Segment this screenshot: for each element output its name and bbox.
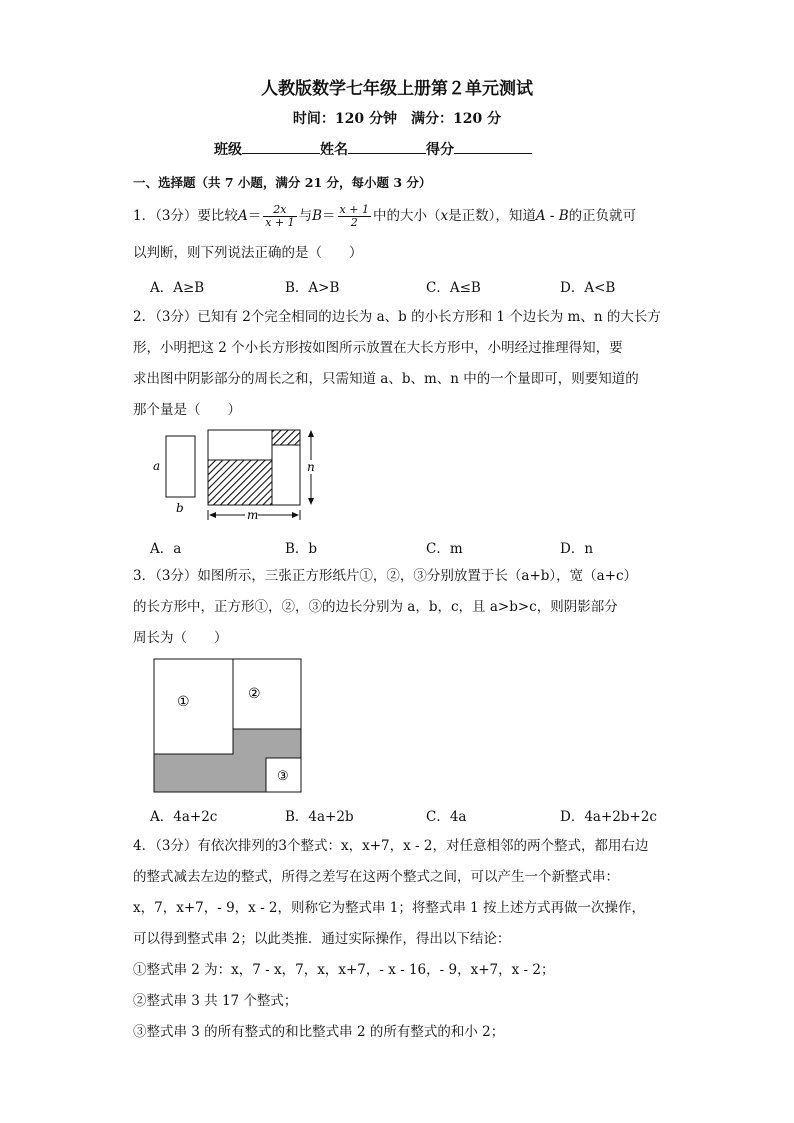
name-blank <box>348 139 426 154</box>
class-blank <box>242 139 320 154</box>
q1-option-b[interactable]: B．A>B <box>285 280 340 296</box>
q2-line3: 求出图中阴影部分的周长之和，只需知道 a、b、m、n 中的一个量即可，则要知道的 <box>133 371 639 387</box>
q2-line4: 那个量是（ ） <box>133 402 241 418</box>
q3-option-a[interactable]: A．4a+2c <box>150 809 218 825</box>
q3-option-c[interactable]: C．4a <box>426 809 467 825</box>
square-1 <box>154 659 233 754</box>
q4-line3: x，7，x+7，- 9，x - 2，则称它为整式串 1；将整式串 1 按上述方式再做一次操作， <box>133 900 646 916</box>
q3-option-b[interactable]: B．4a+2b <box>285 809 354 825</box>
q4-conclusion-3: ③整式串 3 的所有整式的和比整式串 2 的所有整式的和小 2； <box>133 1024 505 1040</box>
name-label: 姓名 <box>320 142 348 158</box>
q3-option-d[interactable]: D．4a+2b+2c <box>560 809 657 825</box>
fraction-a: $\frac{2x}{x + 1}$ <box>265 203 295 229</box>
q1-line1: 1．（3分）要比较A＝ $\frac{2x}{x + 1}$ 与B＝ $\frac{x + 1}{2}$ 中的大小（x是正数），知道A - B的正负就可 <box>133 203 637 229</box>
score-blank <box>454 139 532 154</box>
label-s1: ① <box>177 694 190 710</box>
label-s2: ② <box>248 686 261 702</box>
q1-option-c[interactable]: C．A≤B <box>426 280 481 296</box>
q1-line2: 以判断，则下列说法正确的是（ ） <box>133 245 363 261</box>
fraction-b: $\frac{x + 1}{2}$ <box>339 203 369 229</box>
page-title: 人教版数学七年级上册第２单元测试 <box>261 79 533 99</box>
label-s3: ③ <box>277 769 289 784</box>
q1-option-d[interactable]: D．A<B <box>560 280 616 296</box>
q4-line4: 可以得到整式串 2；以此类推．通过实际操作，得出以下结论： <box>133 931 511 947</box>
small-rectangle <box>166 436 195 497</box>
score-label: 得分 <box>426 142 454 158</box>
q2-option-c[interactable]: C．m <box>426 541 463 557</box>
label-a: a <box>153 459 161 473</box>
class-label: 班级 <box>214 142 242 158</box>
q3-line3: 周长为（ ） <box>133 630 228 646</box>
q2-option-d[interactable]: D．n <box>560 541 594 557</box>
q2-option-a[interactable]: A．a <box>150 541 182 557</box>
inner-rectangle <box>272 445 300 505</box>
shaded-region-top <box>272 430 300 445</box>
label-b: b <box>176 501 184 515</box>
q4-conclusion-1: ①整式串 2 为：x，7 - x，7，x，x+7，- x - 16，- 9，x+7，x - 2； <box>133 962 555 978</box>
square-2 <box>233 659 301 729</box>
q2-option-b[interactable]: B．b <box>285 541 318 557</box>
exam-subtitle: 时间：120 分钟 满分：120 分 <box>292 111 502 127</box>
label-n: n <box>307 460 315 474</box>
q4-conclusion-2: ②整式串 3 共 17 个整式； <box>133 993 298 1009</box>
student-info <box>214 139 532 159</box>
label-m: m <box>247 508 259 522</box>
q2-line2: 形，小明把这 2 个小长方形按如图所示放置在大长方形中，小明经过推理得知，要 <box>133 340 623 356</box>
q4-line2: 的整式减去左边的整式，所得之差写在这两个整式之间，可以产生一个新整式串： <box>133 869 619 885</box>
q4-line1: 4．（3分）有依次排列的3个整式：x，x+7，x - 2，对任意相邻的两个整式，都用右边 <box>133 838 649 854</box>
q3-line1: 3．（3分）如图所示，三张正方形纸片①，②，③分别放置于长（a+b），宽（a+c） <box>133 568 638 584</box>
q3-figure <box>153 658 303 794</box>
q3-line2: 的长方形中，正方形①，②，③的边长分别为 a，b，c，且 a>b>c，则阴影部分 <box>133 599 618 615</box>
q2-figure <box>145 424 335 524</box>
shaded-region-left <box>208 460 272 505</box>
q1-option-a[interactable]: A．A≥B <box>150 280 205 296</box>
section-heading: 一、选择题（共 7 小题，满分 21 分，每小题 3 分） <box>133 175 432 190</box>
q2-line1: 2．（3分）已知有 2个完全相同的边长为 a、b 的小长方形和 1 个边长为 m、n 的大长方 <box>133 309 661 325</box>
